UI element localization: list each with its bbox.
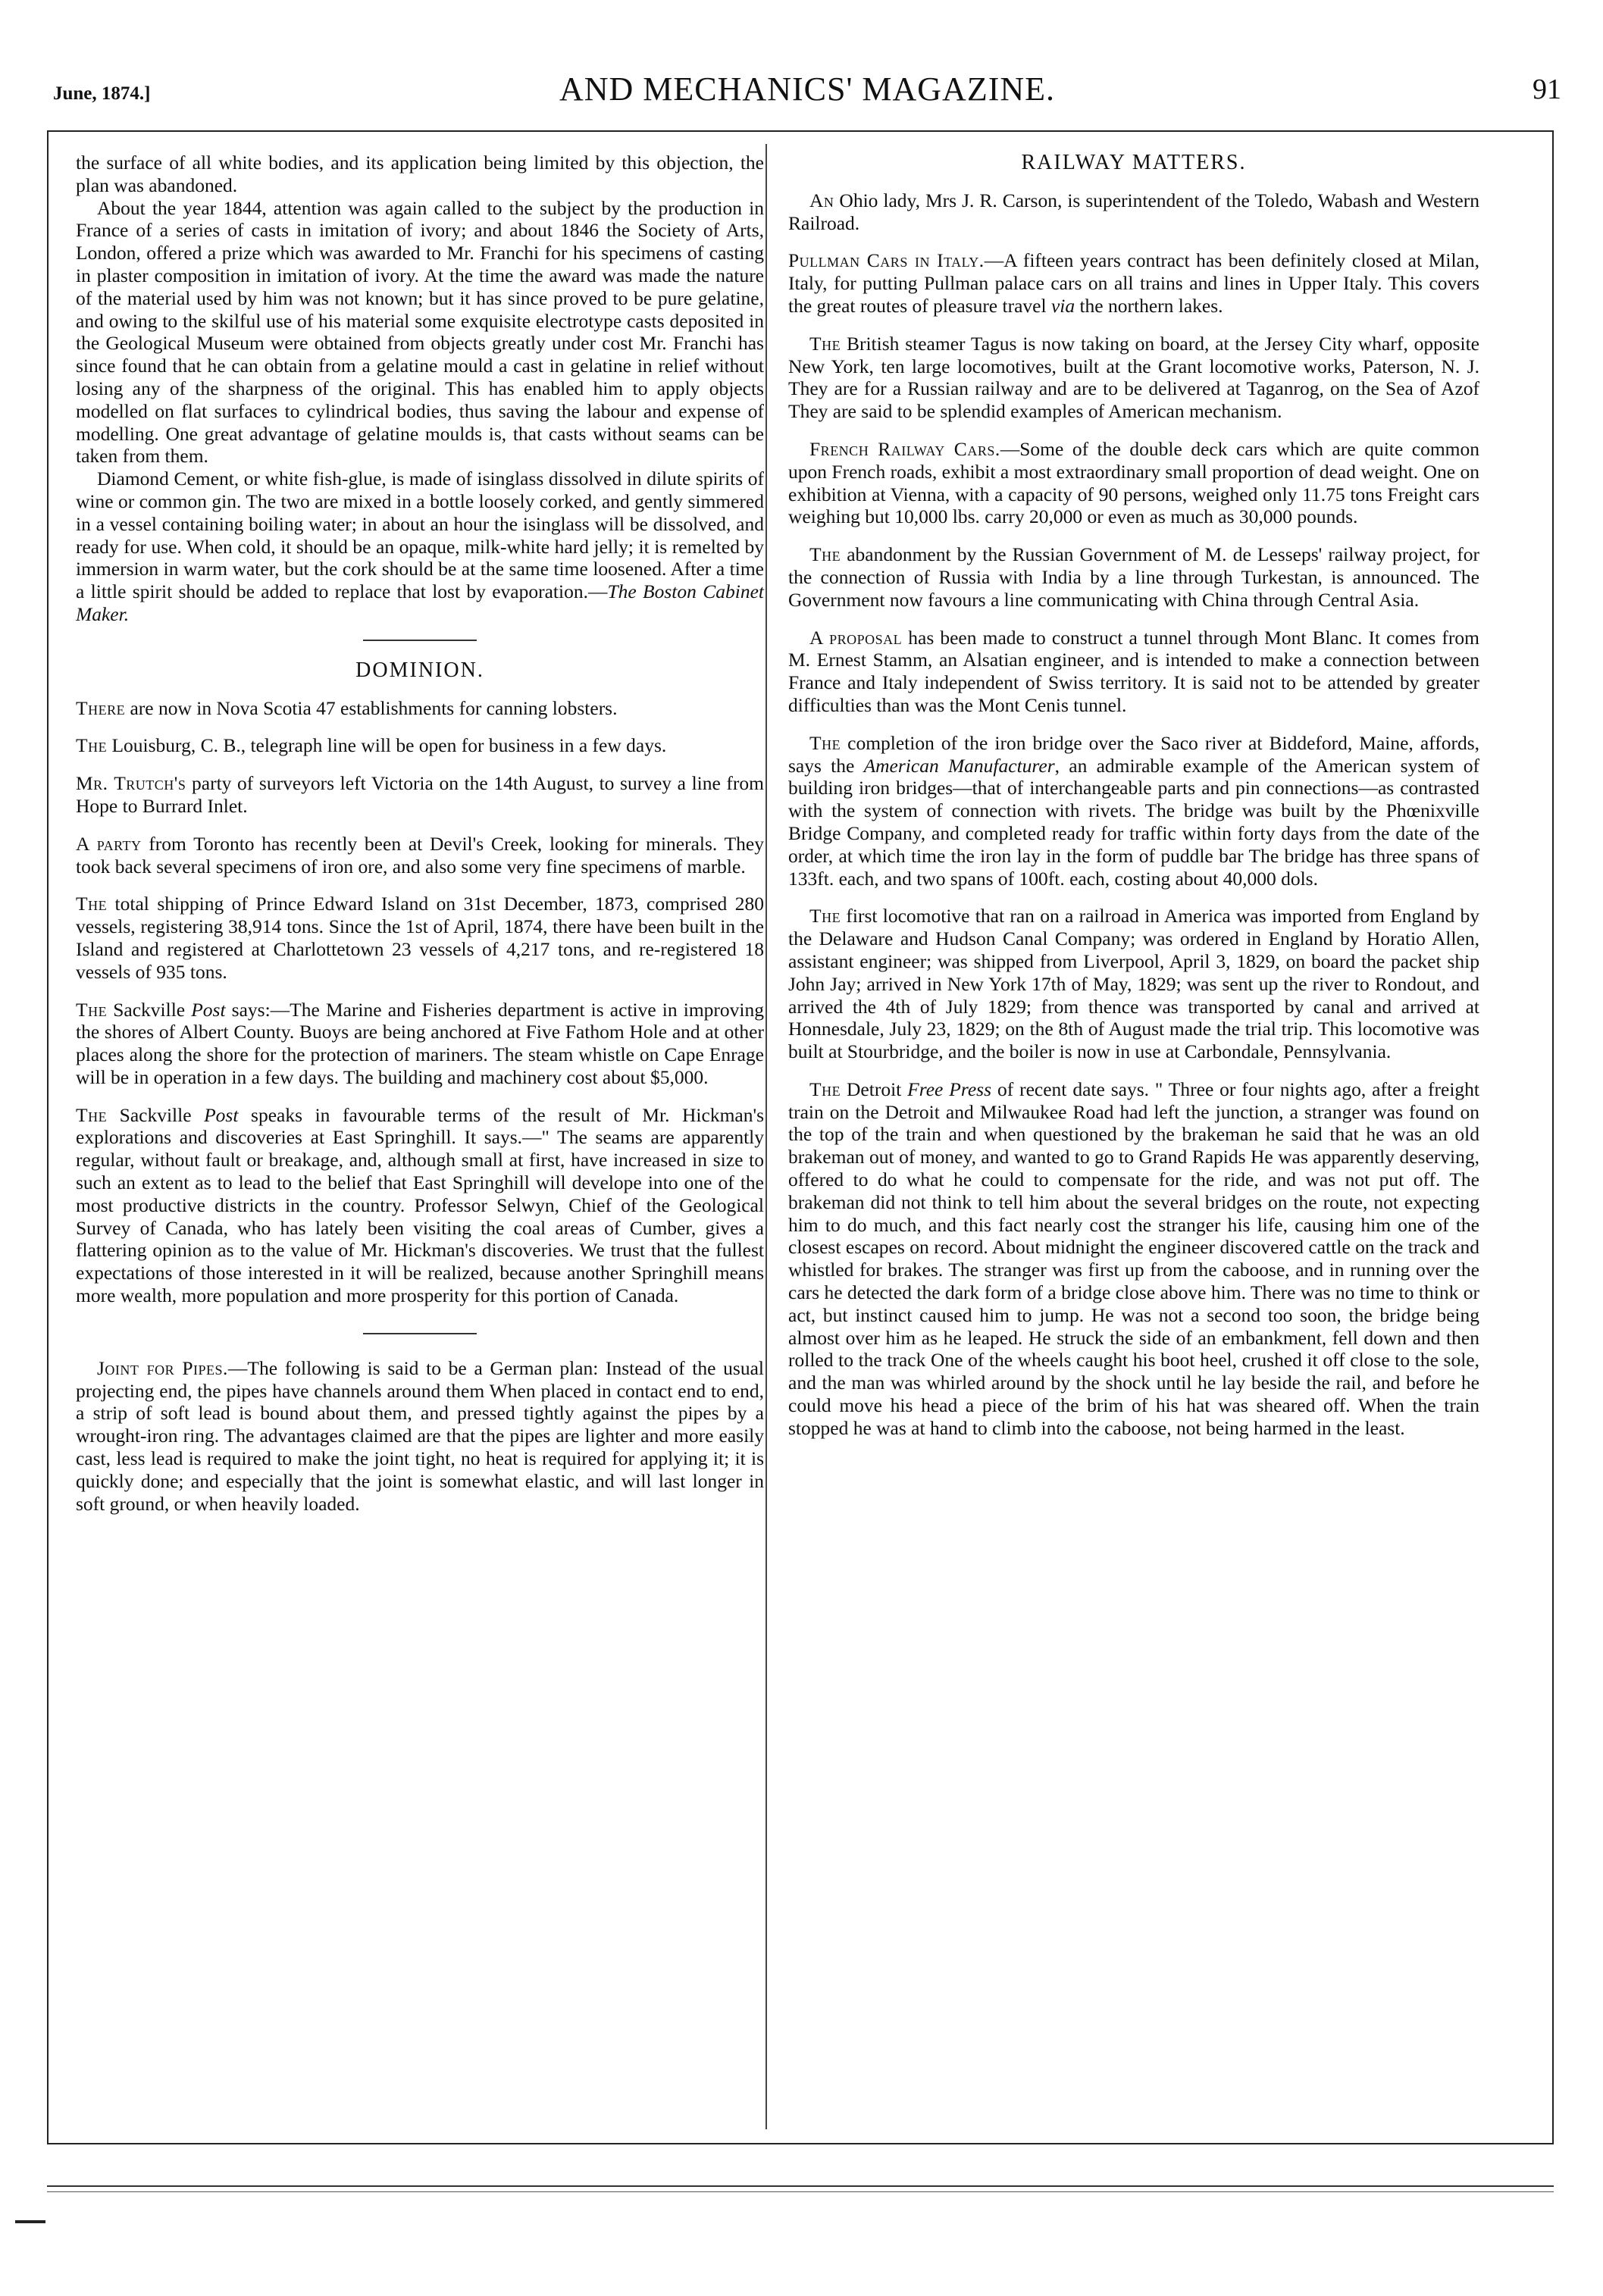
paragraph: French Railway Cars.—Some of the double deck cars which are quite common upon French roads, exhibit a most extraordinary small proportion of dead weight. One on exhibition at Vienna, with a capacity of 90 persons, weighed only 11.75 tons Freight cars weighing but 10,000 lbs. carry 20,000 or even as much as 30,000 pounds. [788,437,1479,528]
paragraph: The Louisburg, C. B., telegraph line will be open for business in a few days. [76,734,667,757]
paragraph: There are now in Nova Scotia 47 establishments for canning lobsters. [76,696,618,719]
paragraph: An Ohio lady, Mrs J. R. Carson, is superintendent of the Toledo, Wabash and Western Railroad. [788,189,1479,234]
issue-date: June, 1874.] [53,83,151,104]
section-rule [363,1333,477,1334]
paragraph: The British steamer Tagus is now taking on board, at the Jersey City wharf, opposite New York, ten large locomotives, built at the Grant locomotive works, Paterson, N. J. They are for a Russian railway and are to be delivered at Taganrog, on the Sea of Azof They are said to be splendid examples of American mechanism. [788,332,1479,423]
paragraph: The first locomotive that ran on a railroad in America was imported from England by the Delaware and Hudson Canal Company; was ordered in England by Horatio Allen, assistant engineer; was shipped from Liverpool, April 3, 1829, on board the packet ship John Jay; arrived in New York 17th of May, 1829; was sent up the river to Rondout, and arrived the 4th of July 1829; from thence was transported by canal and arrived at Honnesdale, July 23, 1829; on the 8th of August made the trial trip. This locomotive was built at Stourbridge, and the boiler is now in use at Carbondale, Pennsylvania. [788,905,1479,1063]
paragraph: The Sackville Post says:—The Marine and Fisheries department is active in improving the shores of Albert County. Buoys are being anchored at Five Fathom Hole and at other places along the shore for the protection of mariners. The steam whistle on Cape Enrage will be in operation in a few days. The building and machinery cost about $5,000. [76,998,765,1088]
paragraph: The total shipping of Prince Edward Island on 31st December, 1873, comprised 280 vessels, registering 38,914 tons. Since the 1st of April, 1874, there have been built in the Island and registered at Charlottetown 23 vessels of 4,217 tons, and re-registered 18 vessels of 935 tons. [76,893,764,983]
paragraph: A proposal has been made to construct a tunnel through Mont Blanc. It comes from M. Ernest Stamm, an Alsatian engineer, and is intended to make a connection between France and Italy independent of Swiss territory. It is said not to be attended by greater difficulties than was the Mont Cenis tunnel. [788,626,1479,716]
page-number: 91 [1533,74,1561,105]
paragraph: Joint for Pipes.—The following is said to be a German plan: Instead of the usual projecting end, the pipes have channels around them When placed in contact end to end, a strip of soft lead is bound about them, and pressed tightly against the pipes by a wrought-iron ring. The advantages claimed are that the pipes are lighter and more easily cast, less lead is required to make the joint tight, no heat is required for applying it; it is quickly done; and especially that the joint is somewhat elastic, and will last longer in soft ground, or when heavily loaded. [76,1356,764,1515]
paragraph: the surface of all white bodies, and its application being limited by this objection, the plan was abandoned. [76,152,764,196]
paragraph: The Detroit Free Press of recent date says. " Three or four nights ago, after a freight train on the Detroit and Milwaukee Road had left the junction, a stranger was found on the top of the train and when questioned by the brakeman he said that he was an old brakeman out of money, and wanted to go to Grand Rapids He was apparently deserving, offered to do what he could to compensate for the ride, and was not put off. The brakeman did not think to tell him about the several bridges on the route, not expecting him to do much, and this fact nearly cost the stranger his life, causing him one of the closest escapes on record. About midnight the engineer discovered cattle on the track and whistled for brakes. The stranger was first up from the caboose, and in running over the cars he detected the dark form of a bridge close above him. There was no time to think or act, but instinct caused him to jump. He was not a second too soon, the bridge being almost over him as he leaped. He struck the side of an embankment, fell down and then rolled to the track One of the wheels caught his boot heel, crushed it off close to the sole, and the man was whirled around by the shock until he lay beside the rail, and before he could move his head a piece of the brim of his hat was sheared off. When the train stopped he was at hand to climb into the caboose, not being harmed in the least. [788,1078,1479,1439]
paragraph: A party from Toronto has recently been at Devil's Creek, looking for minerals. They took back several specimens of iron ore, and also some very fine specimens of marble. [76,832,764,877]
source-citation: The Boston Cabinet Maker. [76,580,764,625]
margin-mark [15,2220,45,2223]
section-title-dominion: DOMINION. [355,658,484,682]
paragraph: About the year 1844, attention was again called to the subject by the production in France of a series of casts in imitation of ivory; and about 1846 the Society of Arts, London, offered a prize which was awarded to Mr. Franchi for his specimens of casting in plaster composition in imitation of ivory. At the time the award was made the nature of the material used by him was not known; but it has since proved to be pure gelatine, and owing to the skilful use of his material some exquisite electrotype casts deposited in the Geological Museum were obtained from objects greatly under cost Mr. Franchi has since found that he can obtain from a gelatine mould a cast in gelatine in relief without losing any of the sharpness of the original. This has enabled him to apply objects modelled on flat surfaces to cylindrical bodies, thus saving the labour and expense of modelling. One great advantage of gelatine moulds is, that casts without seams can be taken from them. [76,196,764,468]
paragraph: The Sackville Post speaks in favourable terms of the result of Mr. Hickman's explorations and discoveries at East Springhill. It says.—" The seams are apparently regular, without fault or breakage, and, although small at first, have increased in size to such an extent as to lead to the belief that East Springhill will develope into one of the most productive districts in the country. Professor Selwyn, Chief of the Geological Survey of Canada, who has lately been visiting the coal areas of Cumber, gives a flattering opinion as to the value of Mr. Hickman's discoveries. We trust that the fullest expectations of those interested in it will be realized, because another Springhill means more wealth, more population and more prosperity for this portion of Canada. [76,1103,765,1307]
paragraph: Diamond Cement, or white fish-glue, is made of isinglass dissolved in dilute spirits of wine or common gin. The two are mixed in a bottle loosely corked, and gently simmered in a vessel containing boiling water; in about an hour the isinglass will be dissolved, and ready for use. When cold, it should be an opaque, milk-white hard jelly; it is remelted by immersion in warm water, but the cork should be at the same time loosened. After a time a little spirit should be added to replace that lost by evaporation.—The Boston Cabinet Maker. [76,468,764,625]
left-column [76,152,764,1515]
magazine-title: AND MECHANICS' MAGAZINE. [559,70,1056,108]
section-title-railway: RAILWAY MATTERS. [1021,151,1247,174]
right-column [788,152,1479,1440]
footer-rule [47,2191,1554,2192]
page-header [53,70,1561,123]
section-rule [363,640,477,641]
footer-rule [47,2185,1554,2187]
paragraph: The completion of the iron bridge over the Saco river at Biddeford, Maine, affords, says the American Manufacturer, an admirable example of the American system of building iron bridges—that of interchangeable parts and pin connections—as contrasted with the system of connection with rivets. The bridge was built by the Phœnixville Bridge Company, and completed ready for traffic within forty days from the date of the order, at which time the iron lay in the form of puddle bar The bridge has three spans of 133ft. each, and two spans of 100ft. each, costing about 40,000 dols. [788,731,1479,890]
paragraph: Mr. Trutch's party of surveyors left Victoria on the 14th August, to survey a line from Hope to Burrard Inlet. [76,772,765,817]
column-divider [765,144,767,2129]
paragraph: Pullman Cars in Italy.—A fifteen years contract has been definitely closed at Milan, Italy, for putting Pullman palace cars on all trains and lines in Upper Italy. This covers the great routes of pleasure travel via the northern lakes. [788,249,1479,317]
paragraph: The abandonment by the Russian Government of M. de Lesseps' railway project, for the connection of Russia with India by a line through Turkestan, is announced. The Government now favours a line communicating with China through Central Asia. [788,543,1479,611]
